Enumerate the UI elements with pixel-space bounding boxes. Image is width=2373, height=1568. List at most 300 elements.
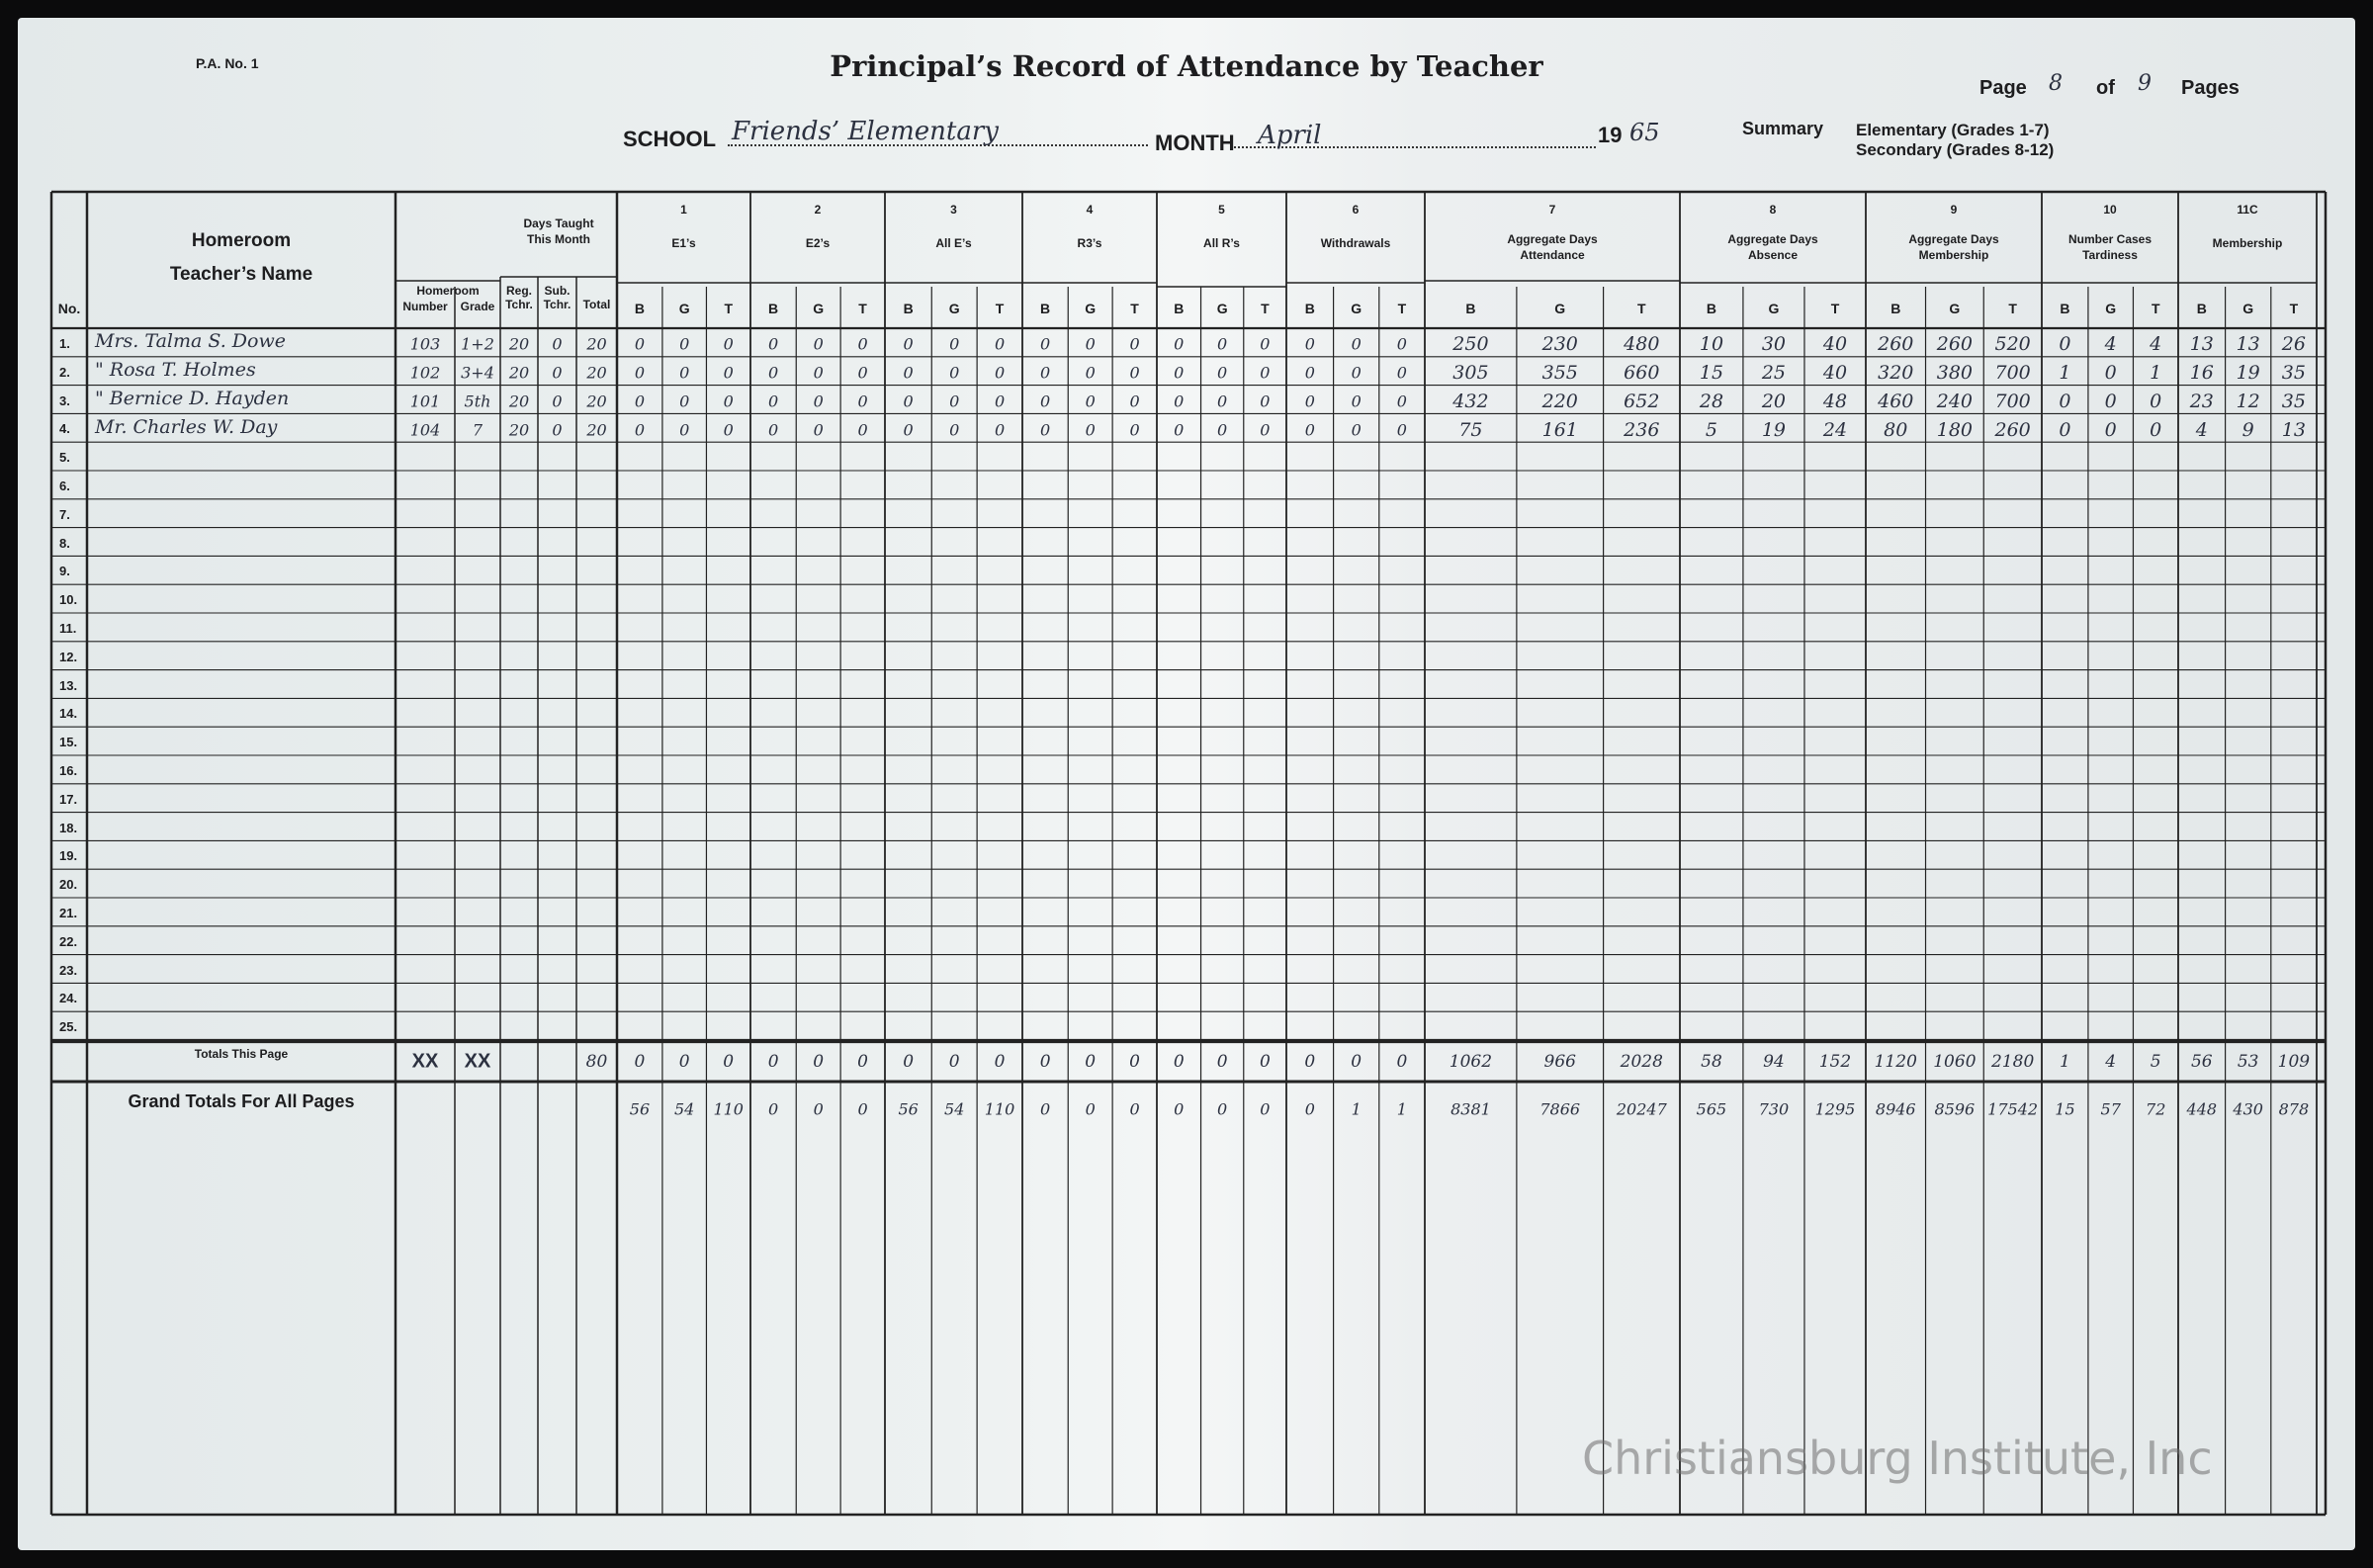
row-value: 0 [2104,391,2117,412]
totals-value: 56 [2190,1052,2213,1072]
subheader-b: B [634,301,645,316]
totals-value: 0 [1259,1052,1271,1072]
grand-total-value: 878 [2278,1099,2310,1119]
subheader-g: G [948,301,960,316]
page-label: Page [1979,77,2027,99]
row-value: 0 [2104,418,2117,441]
row-number: 103 [409,334,441,354]
row-value: 0 [949,392,960,411]
year-prefix: 19 [1598,123,1623,147]
row-value: 0 [1260,420,1271,440]
row-value: 0 [994,420,1006,440]
row-value: 460 [1878,391,1914,412]
row-value: 30 [1761,333,1787,356]
grand-total-value: 1 [1351,1099,1362,1119]
row-value: 13 [2281,418,2306,441]
row-number: 2. [59,364,70,380]
totals-value: 1060 [1933,1052,1977,1072]
totals-value: 2180 [1990,1052,2035,1072]
totals-number: XX [411,1050,439,1073]
row-value: 0 [679,334,690,354]
grand-total-value: 8596 [1934,1099,1976,1119]
subheader-t: T [1397,301,1407,316]
totals-value: 0 [767,1052,779,1072]
row-value: 0 [1174,334,1185,354]
row-value: 40 [1822,333,1848,356]
subheader-g: G [813,301,825,316]
row-value: 0 [949,420,960,440]
header-total: Total [582,298,611,311]
totals-value: 0 [1173,1052,1185,1072]
row-sub: 0 [552,363,563,383]
totals-value: 0 [813,1052,825,1072]
group-label: Membership [2212,236,2283,250]
page-number: 8 [2049,71,2063,96]
group-number: 4 [1086,203,1094,217]
row-value: 0 [903,392,914,411]
row-number: 101 [409,392,441,411]
row-value: 35 [2281,362,2306,385]
row-reg: 20 [508,334,530,354]
row-value: 220 [1541,391,1578,412]
row-value: 0 [2150,418,2162,441]
row-sub: 0 [552,392,563,411]
row-value: 0 [1085,363,1096,383]
header-sub-2: Tchr. [543,298,571,311]
subheader-t: T [1130,301,1139,316]
group-number: 11C [2237,203,2258,217]
grand-total-value: 57 [2100,1099,2121,1119]
row-number: 16. [59,763,78,778]
row-value: 260 [1878,333,1914,356]
totals-value: 0 [723,1052,735,1072]
row-value: 240 [1936,391,1974,412]
row-number: 104 [409,420,441,440]
row-value: 0 [1217,392,1228,411]
row-sub: 0 [552,420,563,440]
of-label: of [2096,77,2115,99]
row-number: 22. [59,933,78,949]
row-value: 260 [1936,333,1974,356]
subheader-g: G [1554,301,1566,316]
group-label: E2’s [805,236,831,250]
row-value: 19 [2236,362,2260,385]
group-label-2: Absence [1747,248,1799,262]
row-total: 20 [586,363,607,383]
row-number: 13. [59,677,78,693]
row-value: 0 [2150,391,2162,412]
row-number: 1. [59,336,70,351]
subheader-g: G [2105,301,2117,316]
row-value: 0 [813,334,824,354]
totals-value: 94 [1763,1052,1785,1072]
row-value: 10 [1699,333,1724,356]
header-no: No. [57,301,81,316]
row-value: 260 [1994,418,2031,441]
row-value: 0 [723,363,734,383]
row-value: 0 [723,334,734,354]
subheader-b: B [1174,301,1185,316]
totals-value: 109 [2277,1052,2311,1072]
row-value: 0 [903,420,914,440]
row-value: 520 [1994,333,2031,356]
row-number: 11. [59,621,77,636]
row-number: 21. [59,906,78,920]
row-value: 1 [2150,362,2162,385]
row-value: 0 [857,334,868,354]
row-value: 0 [634,392,646,411]
row-value: 0 [2104,362,2117,385]
row-value: 0 [857,420,868,440]
subheader-t: T [2289,301,2299,316]
form-number: P.A. No. 1 [196,55,259,71]
subheader-g: G [2242,301,2254,316]
subheader-b: B [1890,301,1901,316]
row-value: 0 [1351,420,1362,440]
row-value: 0 [1304,420,1315,440]
row-value: 0 [634,334,646,354]
subheader-b: B [903,301,914,316]
row-value: 0 [1396,363,1407,383]
row-number: 7. [59,506,70,522]
header-reg-2: Tchr. [505,298,533,311]
grand-total-value: 0 [1260,1099,1271,1119]
row-value: 236 [1624,418,1660,441]
grand-total-value: 0 [1129,1099,1140,1119]
grand-total-value: 1295 [1814,1099,1856,1119]
group-label-2: Tardiness [2082,248,2138,262]
totals-value: 0 [1351,1052,1362,1072]
grand-total-value: 0 [813,1099,824,1119]
teacher-name: " Rosa T. Holmes [95,359,256,382]
subheader-t: T [1830,301,1840,316]
row-value: 24 [1822,418,1848,441]
total-pages: 9 [2138,71,2152,96]
grand-total-value: 0 [1085,1099,1096,1119]
row-value: 0 [1129,334,1140,354]
subheader-b: B [2060,301,2070,316]
totals-value: 2028 [1620,1052,1663,1072]
row-number: 9. [59,564,70,579]
header-teacher-1: Homeroom [191,230,292,251]
totals-value: 53 [2237,1052,2259,1072]
grand-total-value: 0 [768,1099,779,1119]
group-label: All E’s [935,236,972,250]
row-number: 5. [59,450,70,466]
row-number: 24. [59,991,78,1006]
totals-value: 0 [1304,1052,1316,1072]
row-value: 0 [1260,334,1271,354]
grand-total-value: 56 [898,1099,919,1119]
row-value: 0 [1396,420,1407,440]
totals-this-page-label: Totals This Page [194,1047,289,1061]
row-value: 0 [1304,392,1315,411]
row-value: 0 [1217,420,1228,440]
row-total: 20 [586,334,607,354]
row-value: 0 [768,420,779,440]
subheader-b: B [1706,301,1717,316]
header-number: Number [402,300,448,313]
row-value: 0 [1351,363,1362,383]
header-grade: Grade [460,300,495,313]
group-number: 5 [1218,203,1225,217]
row-grade: 5th [464,392,491,411]
grand-total-value: 0 [1174,1099,1185,1119]
totals-value: 152 [1818,1052,1852,1072]
row-value: 0 [679,420,690,440]
row-value: 23 [2189,391,2214,412]
row-value: 0 [1174,420,1185,440]
totals-grade: XX [464,1050,491,1073]
row-number: 25. [59,1019,78,1035]
row-value: 480 [1624,333,1660,356]
row-value: 48 [1822,391,1848,412]
row-value: 0 [1217,334,1228,354]
row-value: 0 [679,392,690,411]
header-sub-1: Sub. [544,284,571,298]
group-number: 6 [1352,203,1360,217]
grand-total-value: 0 [1040,1099,1051,1119]
row-value: 0 [1304,334,1315,354]
row-value: 0 [1040,420,1051,440]
row-value: 75 [1458,418,1483,441]
teacher-name: " Bernice D. Hayden [95,388,290,409]
row-value: 0 [1260,363,1271,383]
grand-total-value: 0 [1304,1099,1315,1119]
row-value: 0 [2059,333,2071,356]
group-number: 3 [950,203,957,217]
grand-total-value: 20247 [1616,1099,1667,1119]
row-value: 652 [1624,391,1660,412]
row-value: 35 [2281,391,2306,412]
totals-value: 1062 [1449,1052,1493,1072]
subheader-t: T [2151,301,2160,316]
watermark: Christiansburg Institute, Inc [1582,1432,2213,1485]
subheader-g: G [1768,301,1780,316]
row-value: 0 [949,334,960,354]
row-value: 0 [1396,392,1407,411]
grand-total-value: 110 [713,1099,744,1119]
totals-value: 0 [1216,1052,1228,1072]
grand-total-value: 0 [857,1099,868,1119]
row-reg: 20 [508,363,530,383]
totals-value: 1120 [1874,1052,1917,1072]
grand-total-value: 72 [2146,1099,2166,1119]
row-value: 0 [903,363,914,383]
group-label-2: Membership [1918,248,1989,262]
row-value: 13 [2236,333,2260,356]
group-label: R3’s [1077,236,1102,250]
totals-value: 966 [1543,1052,1576,1072]
grand-total-value: 15 [2055,1099,2075,1119]
row-value: 700 [1994,362,2031,385]
totals-total: 80 [585,1052,608,1072]
subheader-b: B [1465,301,1476,316]
grand-total-value: 0 [1217,1099,1228,1119]
row-number: 6. [59,479,70,493]
row-value: 0 [994,334,1006,354]
row-grade: 3+4 [461,363,494,383]
row-value: 13 [2189,333,2214,356]
row-value: 0 [1351,334,1362,354]
row-value: 0 [1040,392,1051,411]
header-days-taught-2: This Month [527,232,590,246]
row-number: 10. [59,592,78,608]
subheader-g: G [1351,301,1362,316]
group-number: 7 [1548,203,1556,217]
row-value: 320 [1878,362,1914,385]
row-value: 0 [768,334,779,354]
grand-total-value: 110 [984,1099,1015,1119]
totals-value: 0 [678,1052,690,1072]
row-value: 12 [2236,391,2260,412]
row-value: 15 [1699,362,1724,385]
row-value: 9 [2241,418,2254,441]
grand-total-value: 565 [1696,1099,1727,1119]
row-value: 355 [1541,362,1578,385]
group-label: E1’s [671,236,696,250]
totals-value: 0 [948,1052,960,1072]
row-value: 0 [1217,363,1228,383]
row-value: 0 [723,392,734,411]
pages-label: Pages [2181,77,2240,99]
row-value: 0 [1174,363,1185,383]
row-value: 0 [1085,420,1096,440]
month-value: April [1258,121,1322,150]
totals-value: 0 [1039,1052,1051,1072]
subheader-g: G [678,301,690,316]
totals-value: 4 [2105,1052,2117,1072]
row-grade: 7 [472,420,483,440]
row-value: 0 [1085,334,1096,354]
row-value: 0 [1129,363,1140,383]
totals-value: 0 [1396,1052,1408,1072]
header-reg-1: Reg. [505,284,533,298]
totals-value: 1 [2060,1052,2070,1072]
grand-total-value: 1 [1396,1099,1407,1119]
row-value: 0 [1304,363,1315,383]
row-value: 0 [1085,392,1096,411]
row-value: 4 [2195,418,2208,441]
totals-value: 0 [1085,1052,1097,1072]
grand-total-value: 54 [944,1099,965,1119]
subheader-b: B [1304,301,1315,316]
school-label: SCHOOL [623,127,717,151]
row-value: 0 [634,420,646,440]
row-value: 0 [1260,392,1271,411]
row-value: 250 [1452,333,1489,356]
group-label: All R’s [1203,236,1240,250]
grand-total-value: 730 [1758,1099,1790,1119]
row-value: 0 [768,363,779,383]
grand-total-value: 8381 [1450,1099,1491,1119]
header-teacher-2: Teacher’s Name [169,264,313,285]
row-value: 0 [1129,392,1140,411]
group-number: 2 [814,203,822,217]
row-number: 17. [59,791,78,807]
row-value: 180 [1936,418,1974,441]
row-value: 0 [679,363,690,383]
row-value: 0 [1351,392,1362,411]
row-value: 0 [813,392,824,411]
totals-value: 0 [634,1052,646,1072]
group-number: 8 [1769,203,1777,217]
totals-value: 58 [1701,1052,1722,1072]
row-value: 28 [1699,391,1724,412]
row-value: 0 [1040,334,1051,354]
subheader-t: T [995,301,1005,316]
group-label: Aggregate Days [1908,232,1999,246]
row-value: 1 [2059,362,2071,385]
summary-label: Summary [1742,119,1824,138]
subheader-t: T [1637,301,1646,316]
row-value: 305 [1452,362,1489,385]
group-label: Withdrawals [1320,236,1391,250]
group-number: 10 [2103,203,2117,217]
row-value: 26 [2281,333,2306,356]
grand-total-value: 17542 [1987,1099,2039,1119]
row-number: 4. [59,421,70,437]
row-value: 19 [1761,418,1787,441]
row-value: 40 [1822,362,1848,385]
subheader-g: G [1216,301,1228,316]
row-number: 20. [59,877,78,893]
subheader-g: G [1085,301,1097,316]
group-number: 1 [680,203,687,217]
row-value: 0 [1040,363,1051,383]
row-value: 4 [2150,333,2162,356]
row-value: 0 [857,392,868,411]
row-value: 700 [1994,391,2031,412]
row-value: 0 [1396,334,1407,354]
row-number: 8. [59,535,70,551]
row-value: 660 [1624,362,1660,385]
row-number: 14. [59,706,78,722]
totals-value: 0 [857,1052,868,1072]
row-value: 0 [903,334,914,354]
row-number: 23. [59,962,78,978]
row-value: 80 [1884,418,1908,441]
row-value: 16 [2189,362,2214,385]
school-value: Friends’ Elementary [732,117,999,146]
row-number: 18. [59,820,78,835]
group-label: Number Cases [2067,232,2153,246]
row-number: 19. [59,848,78,864]
totals-value: 5 [2150,1052,2161,1072]
year-value: 65 [1629,119,1660,146]
row-number: 15. [59,735,78,750]
row-value: 0 [994,392,1006,411]
totals-value: 0 [994,1052,1006,1072]
row-value: 432 [1452,391,1489,412]
grand-total-value: 448 [2186,1099,2218,1119]
grand-total-value: 54 [673,1099,695,1119]
row-value: 0 [813,363,824,383]
grand-totals-label: Grand Totals For All Pages [128,1091,355,1111]
row-value: 4 [2104,333,2117,356]
row-value: 0 [2059,418,2071,441]
row-value: 25 [1761,362,1787,385]
subheader-t: T [2008,301,2017,316]
header-homeroom: Homeroom [416,284,480,298]
row-number: 12. [59,649,78,664]
row-grade: 1+2 [461,334,494,354]
row-value: 20 [1761,391,1787,412]
row-value: 0 [723,420,734,440]
group-label: Aggregate Days [1507,232,1598,246]
row-total: 20 [586,392,607,411]
totals-value: 0 [903,1052,915,1072]
